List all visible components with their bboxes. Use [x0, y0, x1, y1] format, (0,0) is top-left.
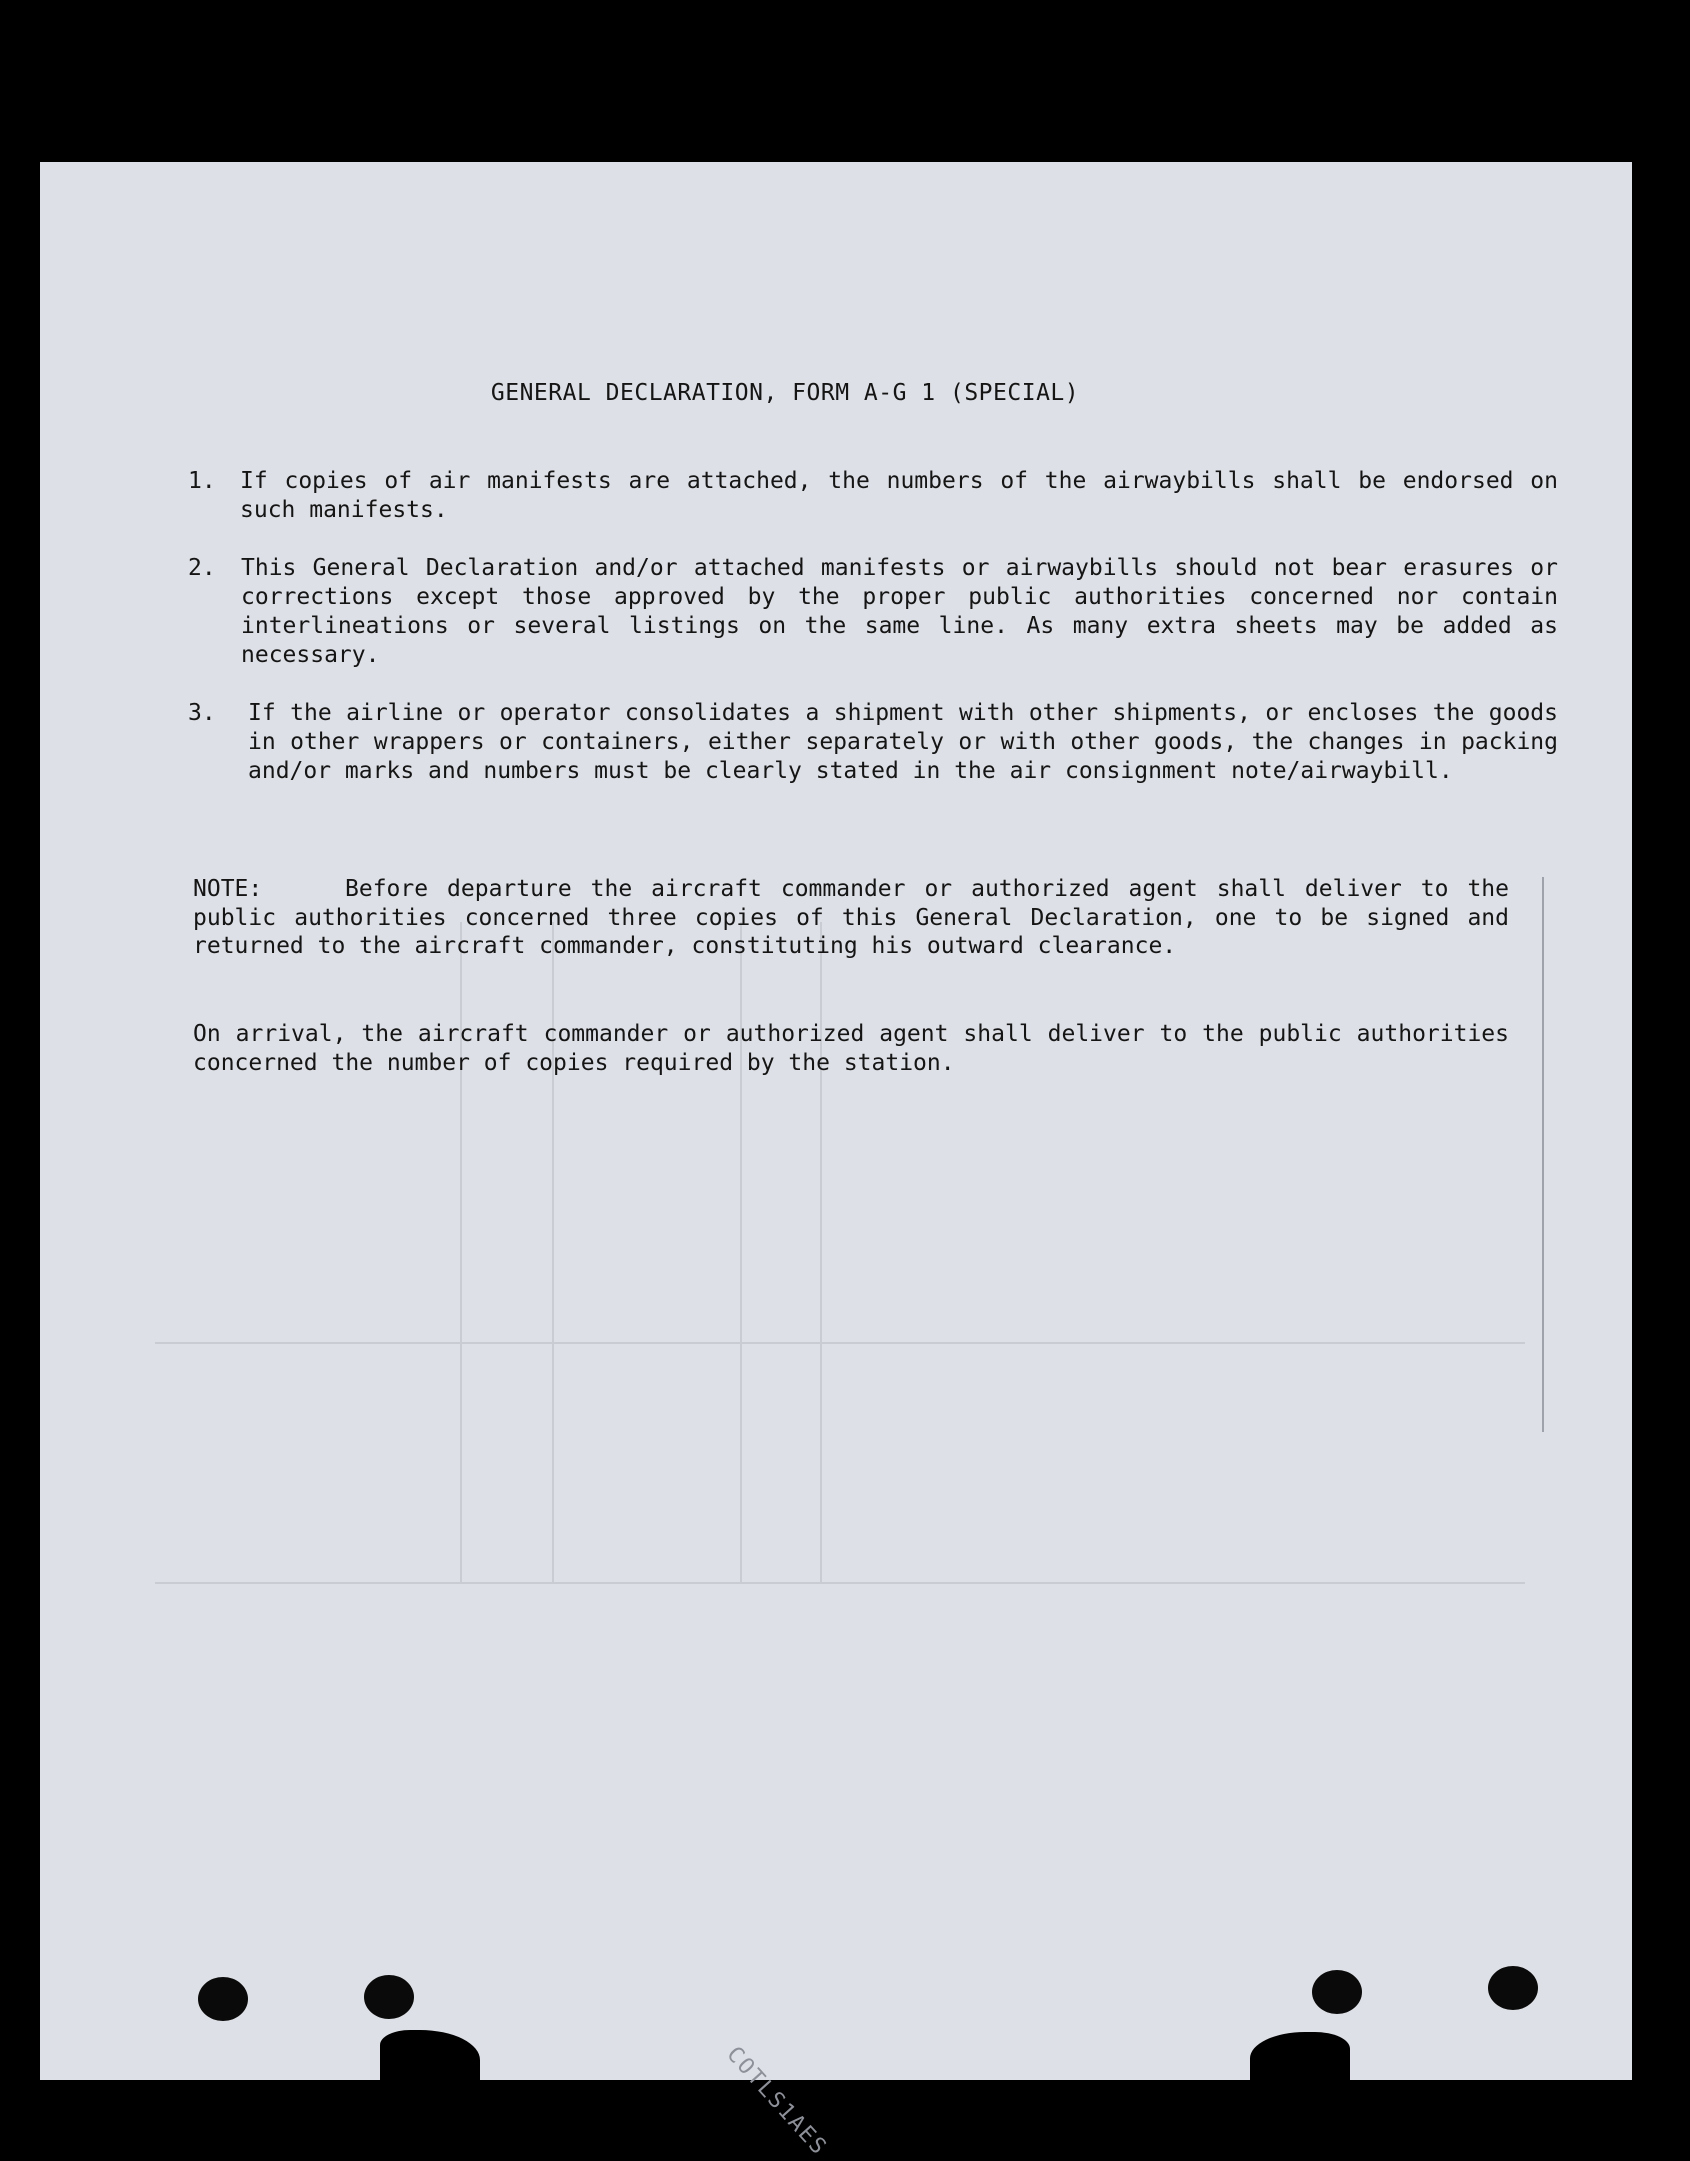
list-item	[188, 467, 1558, 525]
punch-hole	[1488, 1966, 1538, 2010]
arrival-text: On arrival, the aircraft commander or authorized agent shall deliver to the public authorities concerned the number of copies required by the station.	[193, 1021, 1509, 1076]
item-text: This General Declaration and/or attached manifests or airwaybills should not bear erasures or corrections except those approved by the proper public authorities concerned nor contain interlineations or several listings on the same line. As many extra sheets may be added as necessary.	[241, 555, 1558, 668]
bleed-through-line	[155, 1342, 1525, 1344]
note-paragraph	[193, 875, 1509, 961]
punch-hole	[198, 1977, 248, 2021]
torn-edge	[1250, 2032, 1350, 2080]
item-number: 2.	[188, 555, 216, 581]
item-number: 3.	[188, 700, 216, 726]
list-item	[188, 699, 1558, 786]
bleed-through-line	[155, 1582, 1525, 1584]
list-item	[188, 554, 1558, 670]
arrival-paragraph	[193, 1020, 1509, 1077]
note-label: NOTE:	[193, 876, 263, 902]
item-text: If copies of air manifests are attached, the numbers of the airwaybills shall be endorsed on such manifests.	[240, 468, 1558, 523]
note-text: Before departure the aircraft commander or authorized agent shall deliver to the public authorities concerned three copies of this General Declaration, one to be signed and returned to the aircraft commander, constituting his outward clearance.	[193, 876, 1509, 959]
margin-rule	[1542, 877, 1544, 1432]
punch-hole	[1312, 1970, 1362, 2014]
item-text: If the airline or operator consolidates a shipment with other shipments, or encloses the goods in other wrappers or containers, either separately or with other goods, the changes in packing and/or marks and numbers must be clearly stated in the air consignment note/airwaybill.	[248, 700, 1558, 784]
punch-hole	[364, 1975, 414, 2019]
rubber-stamp: COTLS1AES	[721, 2042, 832, 2161]
document-title: GENERAL DECLARATION, FORM A-G 1 (SPECIAL)	[490, 380, 1080, 406]
item-number: 1.	[188, 468, 216, 494]
torn-edge	[380, 2030, 480, 2080]
document-page	[40, 162, 1632, 2161]
